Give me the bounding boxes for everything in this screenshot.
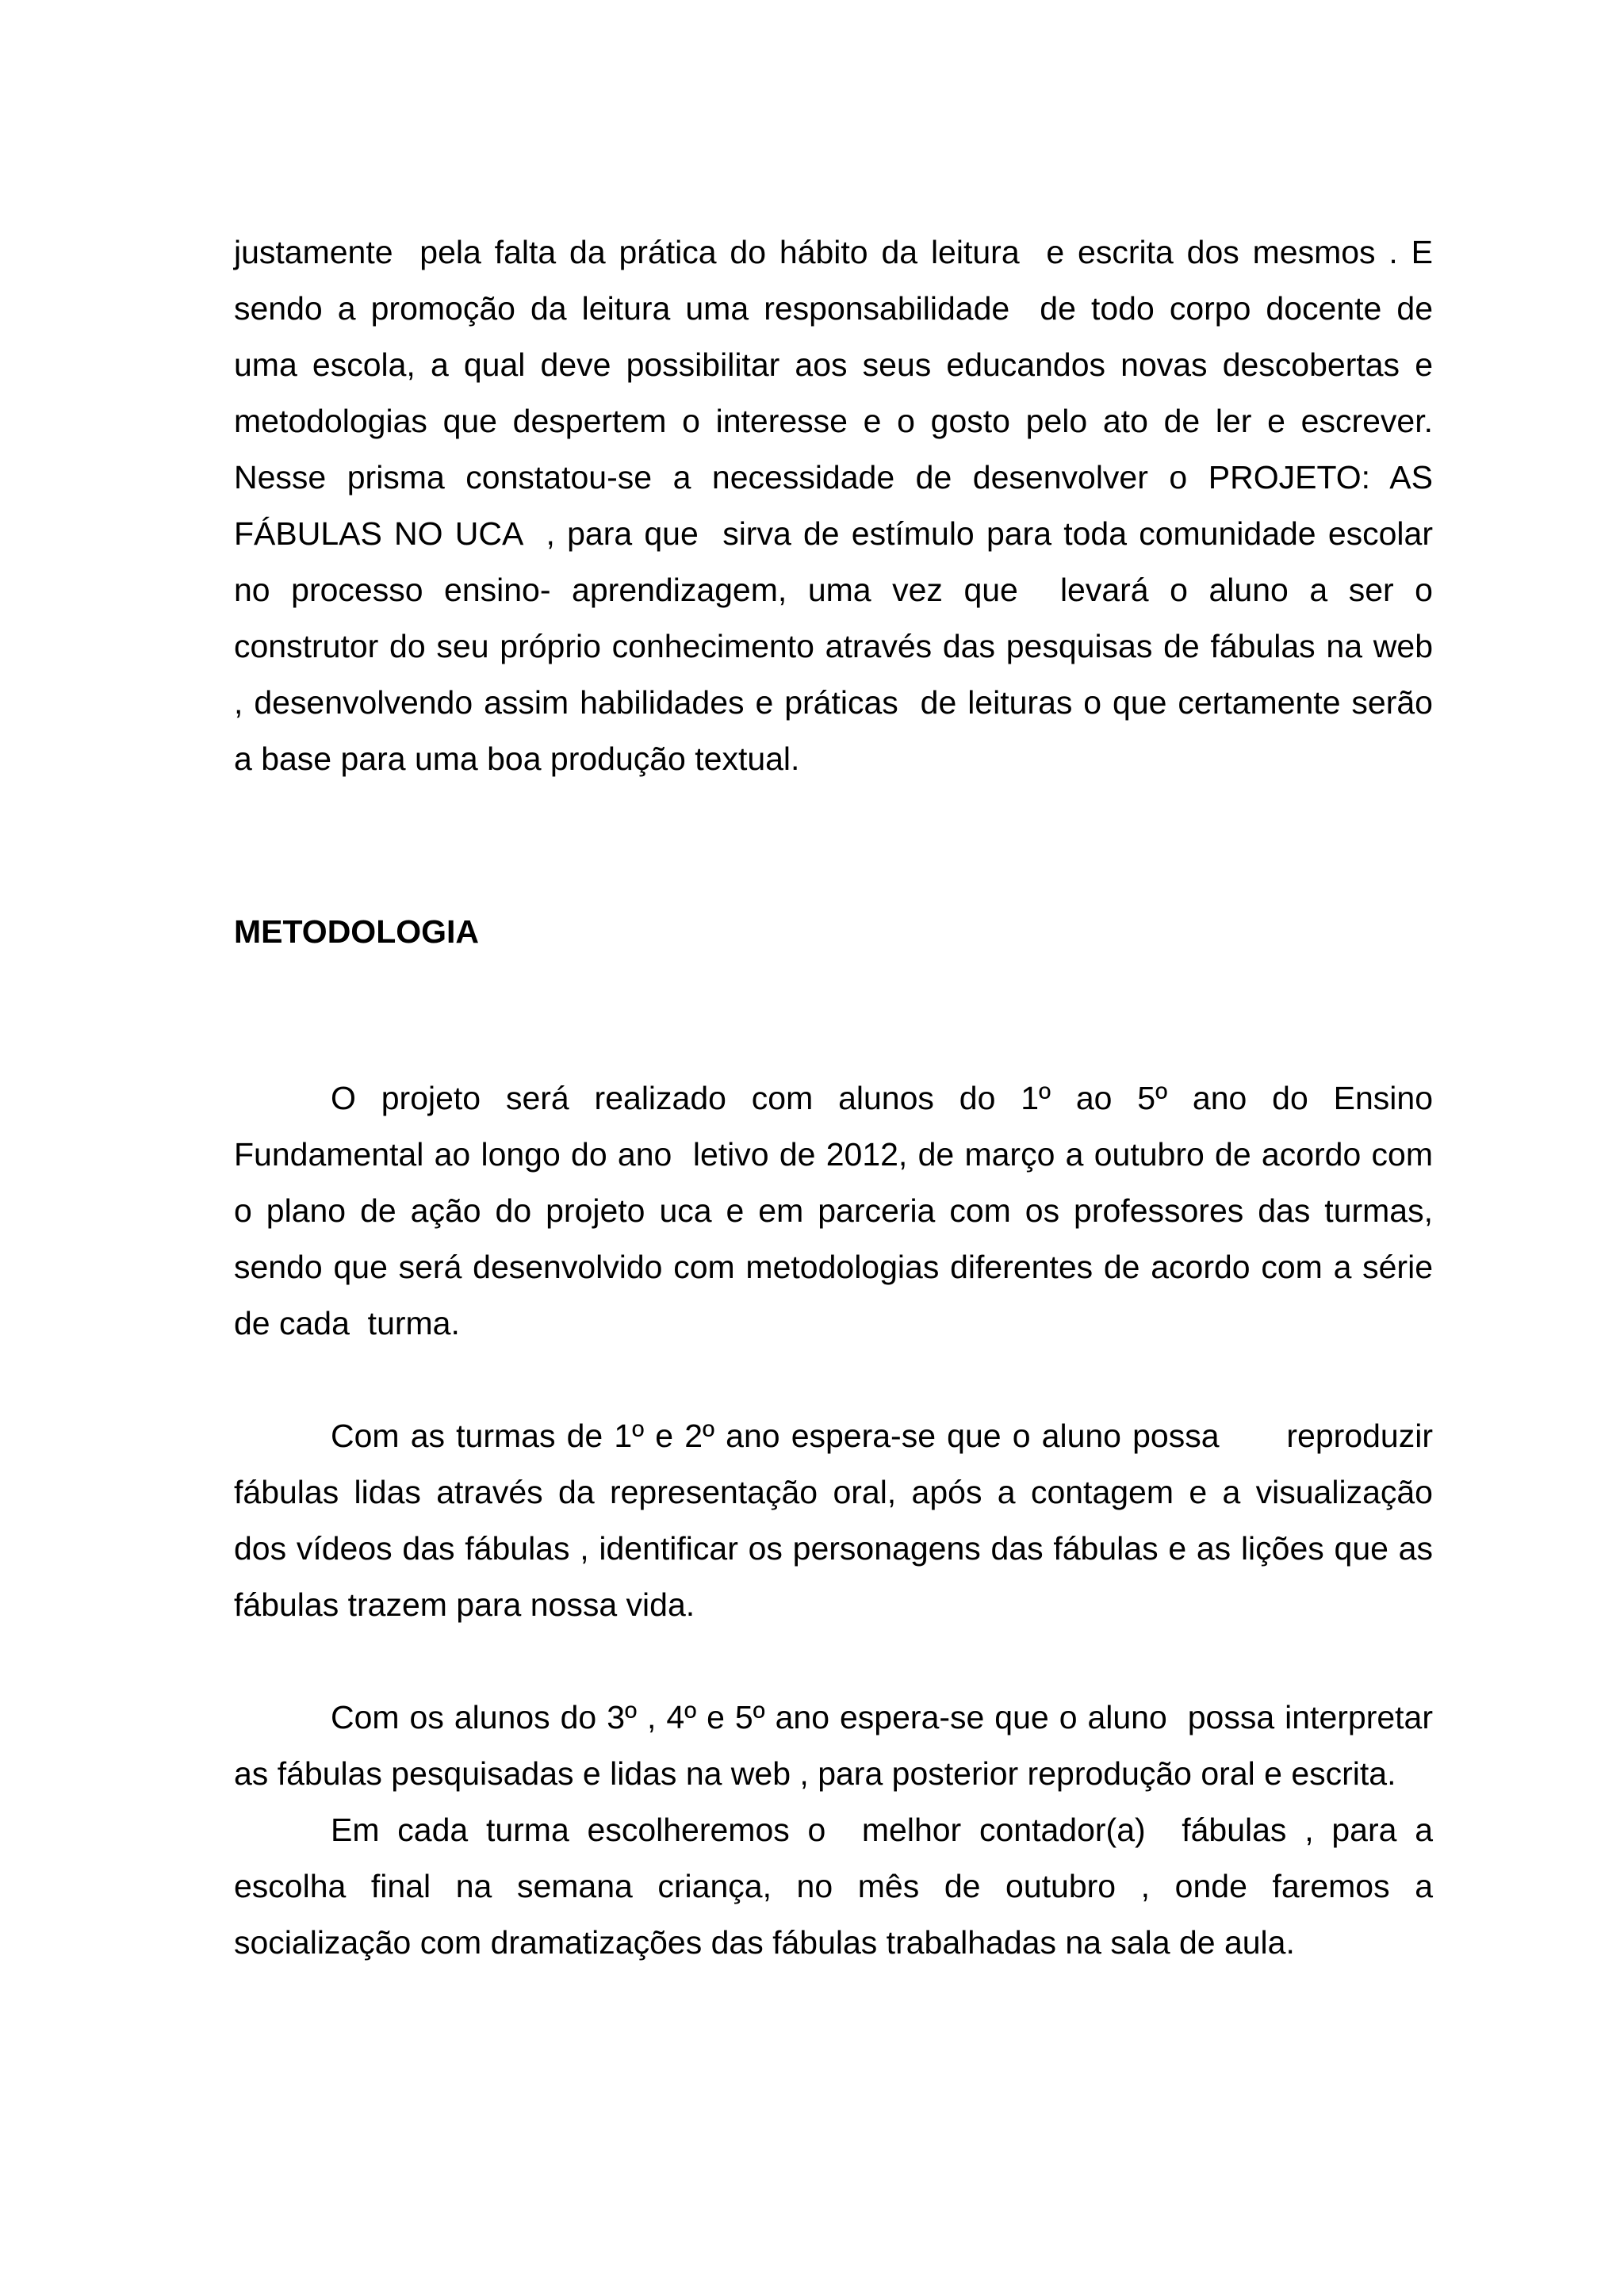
intro-line-9: , desenvolvendo assim habilidades e práticas de leituras o que certamente serão bbox=[234, 684, 1433, 721]
method2-line-2: fábulas lidas através da representação oral, após a contagem e a visualização bbox=[234, 1474, 1433, 1510]
intro-line-10: a base para uma boa produção textual. bbox=[234, 740, 800, 777]
intro-line-8: construtor do seu próprio conhecimento através das pesquisas de fábulas na web bbox=[234, 628, 1433, 664]
section-heading: METODOLOGIA bbox=[234, 913, 480, 950]
method2-line-3: dos vídeos das fábulas , identificar os personagens das fábulas e as lições que as bbox=[234, 1530, 1433, 1567]
method2-line-1: Com as turmas de 1º e 2º ano espera-se que o aluno possa reproduzir bbox=[331, 1418, 1433, 1454]
method1-line-3: o plano de ação do projeto uca e em parceria com os professores das turmas, bbox=[234, 1192, 1433, 1229]
method3-line-1: Com os alunos do 3º , 4º e 5º ano espera-se que o aluno possa interpretar bbox=[331, 1699, 1433, 1735]
method4-line-3: socialização com dramatizações das fábulas trabalhadas na sala de aula. bbox=[234, 1924, 1295, 1961]
intro-line-1: justamente pela falta da prática do hábito da leitura e escrita dos mesmos . E bbox=[234, 234, 1433, 270]
intro-line-7: no processo ensino- aprendizagem, uma vez que levará o aluno a ser o bbox=[234, 572, 1433, 608]
intro-line-3: uma escola, a qual deve possibilitar aos seus educandos novas descobertas e bbox=[234, 346, 1433, 383]
intro-line-6: FÁBULAS NO UCA , para que sirva de estímulo para toda comunidade escolar bbox=[234, 515, 1433, 552]
method4-line-2: escolha final na semana criança, no mês de outubro , onde faremos a bbox=[234, 1868, 1433, 1904]
intro-line-4: metodologias que despertem o interesse e o gosto pelo ato de ler e escrever. bbox=[234, 403, 1433, 439]
method2-line-4: fábulas trazem para nossa vida. bbox=[234, 1586, 695, 1623]
method4-line-1: Em cada turma escolheremos o melhor contador(a) fábulas , para a bbox=[331, 1812, 1433, 1848]
method3-line-2: as fábulas pesquisadas e lidas na web , para posterior reprodução oral e escrita. bbox=[234, 1755, 1396, 1792]
method1-line-2: Fundamental ao longo do ano letivo de 2012, de março a outubro de acordo com bbox=[234, 1136, 1433, 1173]
method1-line-5: de cada turma. bbox=[234, 1305, 460, 1341]
method1-line-1: O projeto será realizado com alunos do 1º ao 5º ano do Ensino bbox=[331, 1080, 1433, 1116]
intro-line-2: sendo a promoção da leitura uma responsabilidade de todo corpo docente de bbox=[234, 290, 1433, 327]
intro-line-5: Nesse prisma constatou-se a necessidade de desenvolver o PROJETO: AS bbox=[234, 459, 1433, 496]
method1-line-4: sendo que será desenvolvido com metodologias diferentes de acordo com a série bbox=[234, 1249, 1433, 1285]
